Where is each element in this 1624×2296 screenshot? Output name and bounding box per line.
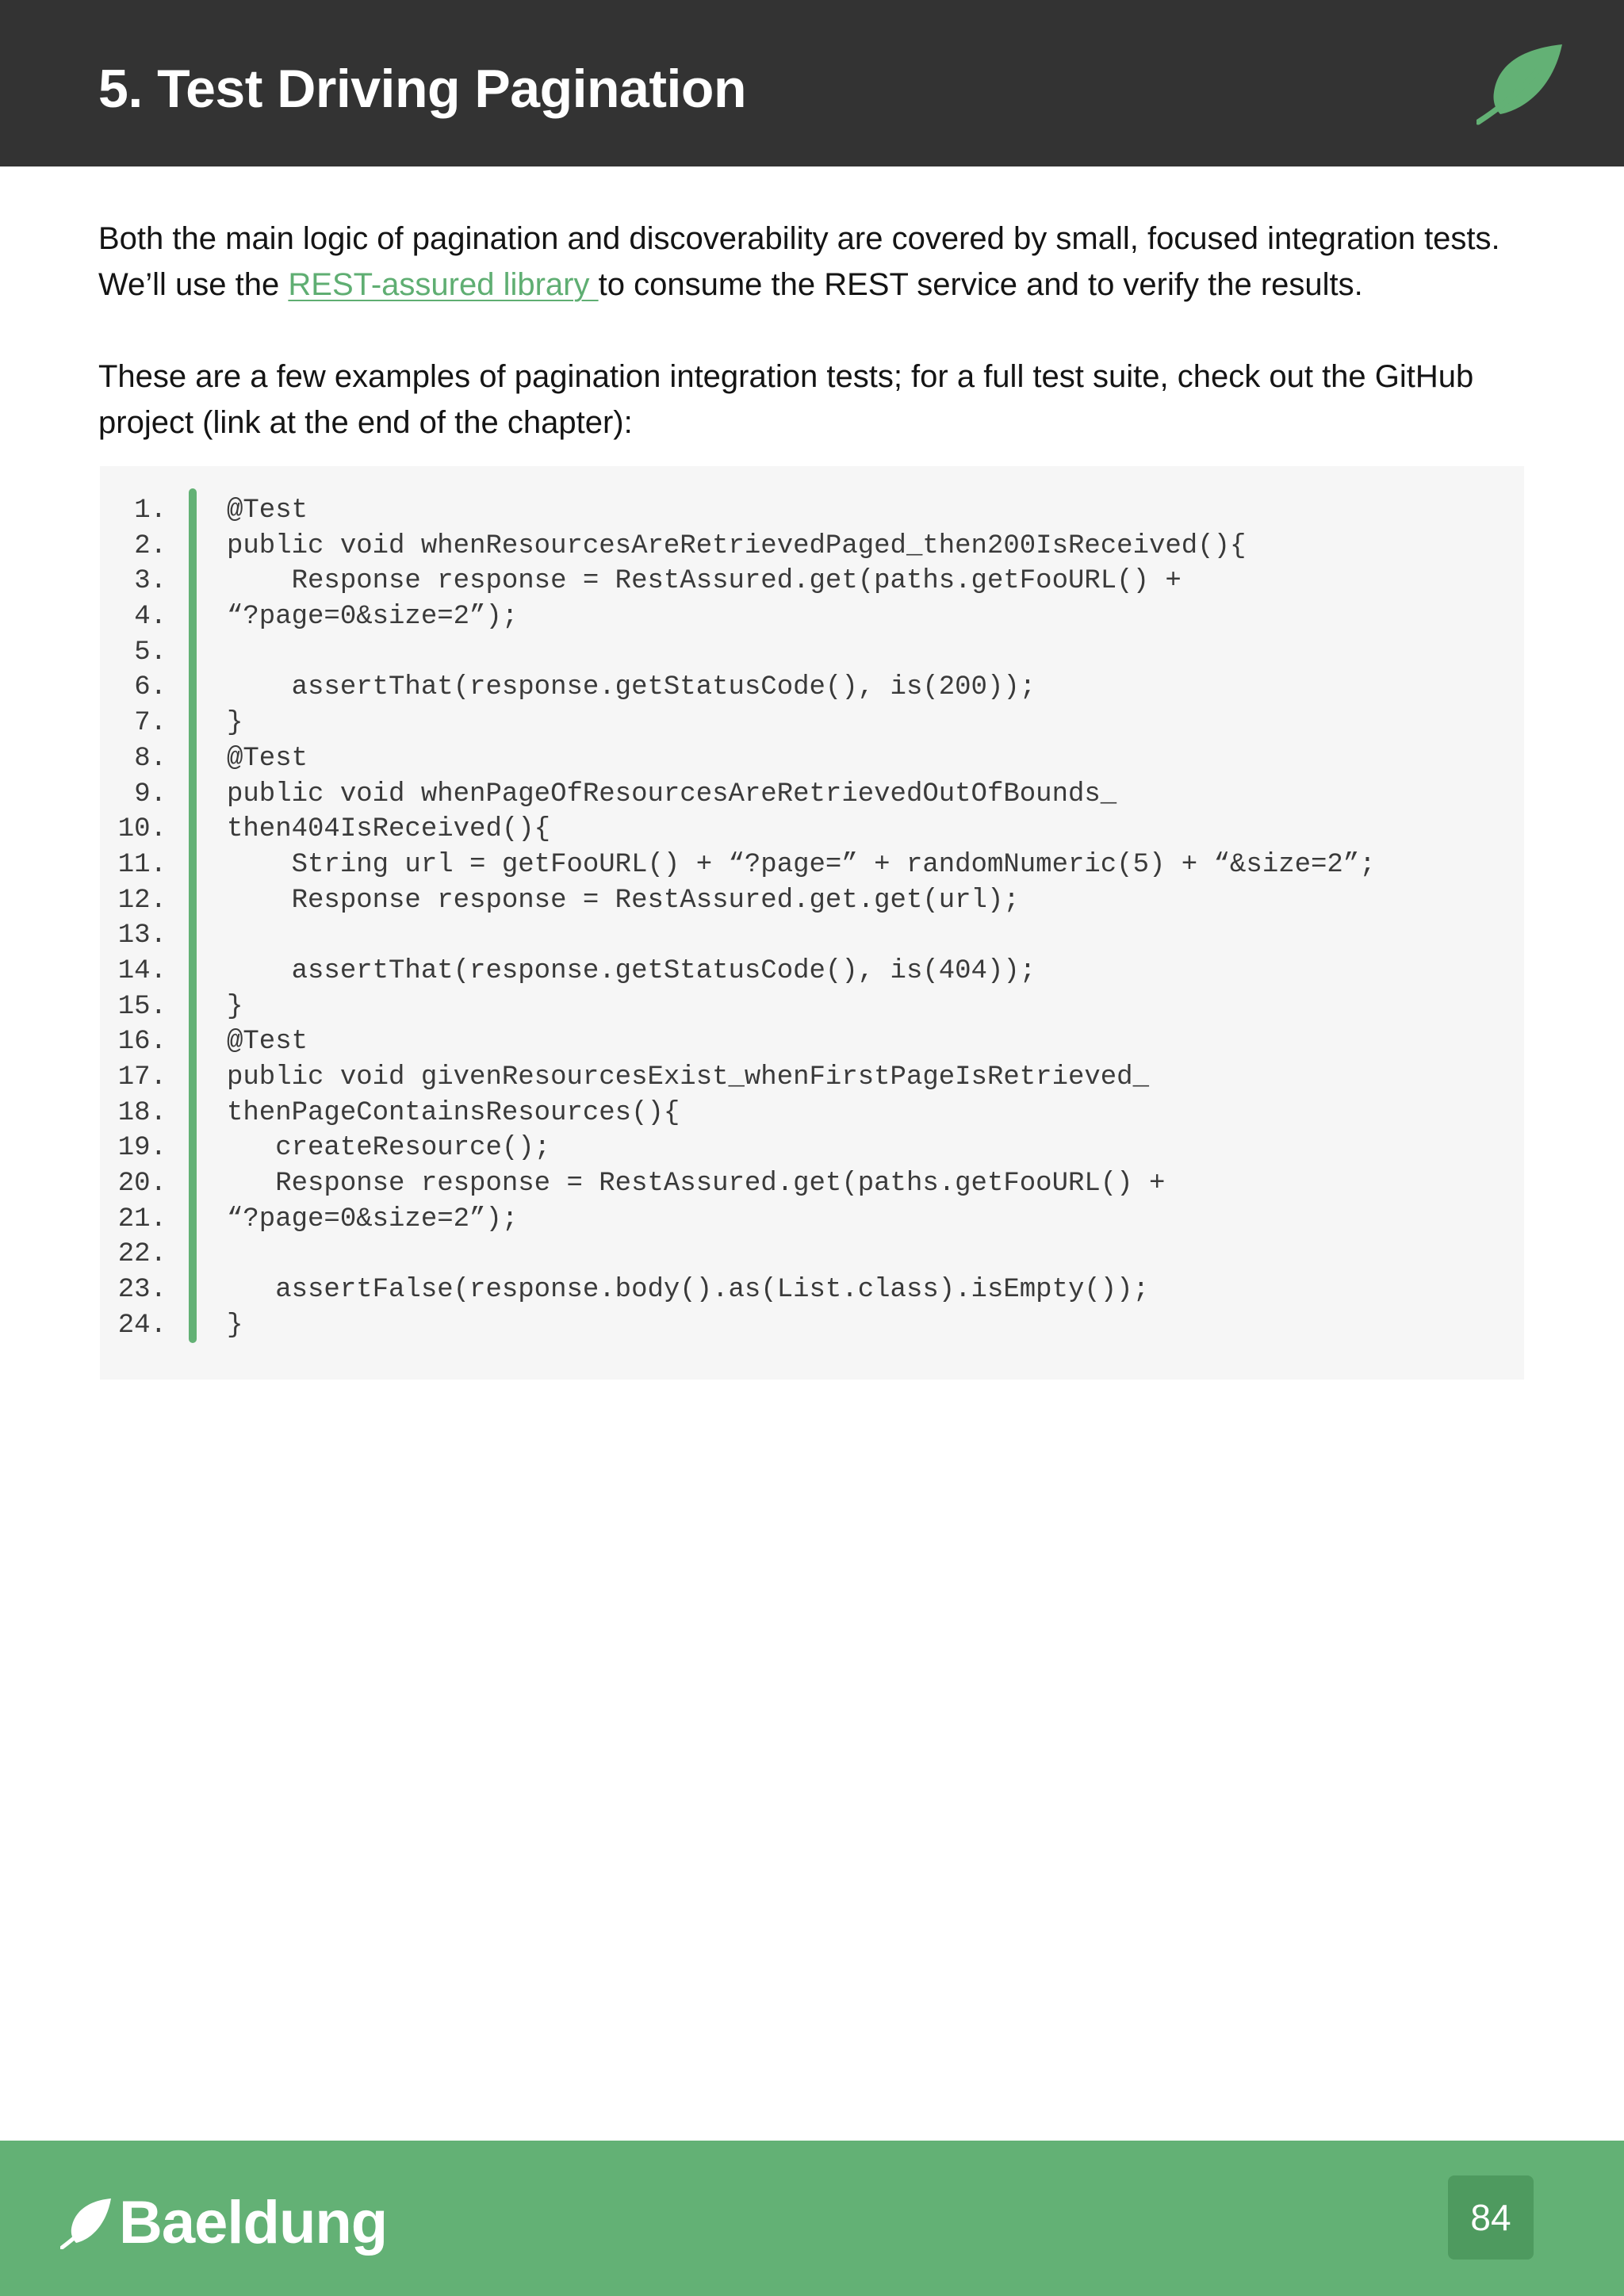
code-line <box>100 1131 1524 1166</box>
code-line <box>100 989 1524 1025</box>
code-line <box>100 883 1524 919</box>
leaf-icon <box>60 2197 113 2249</box>
code-text: public void givenResourcesExist_whenFirstPageIsRetrieved_ <box>227 1062 1149 1093</box>
line-number: 6. <box>134 672 167 703</box>
code-line <box>100 777 1524 813</box>
code-text: thenPageContainsResources(){ <box>227 1097 680 1128</box>
code-line <box>100 564 1524 599</box>
code-text: Response response = RestAssured.get.get(url); <box>227 885 1020 916</box>
line-number: 9. <box>134 779 167 809</box>
code-text: “?page=0&size=2”); <box>227 602 519 633</box>
code-line <box>100 848 1524 883</box>
code-line <box>100 1308 1524 1344</box>
page-footer <box>0 2141 1624 2296</box>
code-line <box>100 635 1524 671</box>
code-text: @Test <box>227 743 308 774</box>
code-line <box>100 493 1524 529</box>
content-section <box>98 216 1526 446</box>
line-number: 24. <box>117 1310 167 1341</box>
line-number: 19. <box>117 1133 167 1164</box>
line-number: 18. <box>117 1097 167 1128</box>
brand-name: Baeldung <box>119 2189 388 2256</box>
code-text: assertFalse(response.body().as(List.class).isEmpty()); <box>227 1275 1149 1306</box>
code-text: createResource(); <box>227 1133 551 1164</box>
line-number: 10. <box>117 814 167 845</box>
page-number-text: 84 <box>1470 2197 1511 2238</box>
line-number: 8. <box>134 743 167 774</box>
code-line <box>100 1024 1524 1060</box>
code-line <box>100 599 1524 635</box>
line-number: 2. <box>134 530 167 561</box>
page-number <box>1448 2175 1534 2260</box>
leaf-icon <box>1477 43 1565 125</box>
code-line <box>100 1237 1524 1272</box>
line-number: 11. <box>117 849 167 880</box>
page-header <box>0 0 1624 166</box>
intro-text-after-link: to consume the REST service and to verify the results. <box>598 267 1363 302</box>
code-text: @Test <box>227 496 308 526</box>
code-lines <box>100 493 1524 1344</box>
code-text: “?page=0&size=2”); <box>227 1203 519 1234</box>
code-text: @Test <box>227 1027 308 1058</box>
page-title: 5. Test Driving Pagination <box>98 59 746 119</box>
code-text: } <box>227 708 243 739</box>
code-line <box>100 706 1524 741</box>
code-line <box>100 812 1524 848</box>
code-text: } <box>227 1310 243 1341</box>
code-line <box>100 1166 1524 1202</box>
code-text: public void whenResourcesAreRetrievedPaged_then200IsReceived(){ <box>227 530 1247 561</box>
line-number: 21. <box>117 1203 167 1234</box>
line-number: 23. <box>117 1275 167 1306</box>
line-number: 1. <box>134 496 167 526</box>
line-number: 3. <box>134 566 167 597</box>
line-number: 15. <box>117 991 167 1022</box>
code-line <box>100 670 1524 706</box>
line-number: 20. <box>117 1169 167 1200</box>
intro-paragraph <box>98 216 1526 308</box>
line-number: 14. <box>117 955 167 986</box>
code-text: Response response = RestAssured.get(paths.getFooURL() + <box>227 566 1182 597</box>
line-number: 5. <box>134 637 167 668</box>
line-number: 4. <box>134 602 167 633</box>
line-number: 13. <box>117 920 167 951</box>
code-line <box>100 741 1524 777</box>
line-number: 12. <box>117 885 167 916</box>
code-line <box>100 1272 1524 1308</box>
code-text: assertThat(response.getStatusCode(), is(404)); <box>227 955 1036 986</box>
intro-text-before-link: Both the main logic of pagination and discoverability are covered by small, focused integration tests. We’ll use the <box>98 221 1500 302</box>
code-text: Response response = RestAssured.get(paths.getFooURL() + <box>227 1169 1166 1200</box>
code-text: } <box>227 991 243 1022</box>
code-line <box>100 1060 1524 1096</box>
code-text: then404IsReceived(){ <box>227 814 551 845</box>
code-text: String url = getFooURL() + “?page=” + randomNumeric(5) + “&size=2”; <box>227 849 1376 880</box>
line-number: 22. <box>117 1239 167 1270</box>
code-line <box>100 1202 1524 1238</box>
code-line <box>100 954 1524 989</box>
code-text: assertThat(response.getStatusCode(), is(200)); <box>227 672 1036 703</box>
code-line <box>100 529 1524 564</box>
line-number: 16. <box>117 1027 167 1058</box>
code-line <box>100 918 1524 954</box>
examples-paragraph: These are a few examples of pagination integration tests; for a full test suite, check out the GitHub project (link at the end of the chapter): <box>98 359 1474 440</box>
code-line <box>100 1096 1524 1131</box>
code-text: public void whenPageOfResourcesAreRetrievedOutOfBounds_ <box>227 779 1117 809</box>
brand-logo <box>60 2191 387 2255</box>
rest-assured-link[interactable]: REST-assured library <box>288 267 599 302</box>
line-number: 7. <box>134 708 167 739</box>
line-number: 17. <box>117 1062 167 1093</box>
